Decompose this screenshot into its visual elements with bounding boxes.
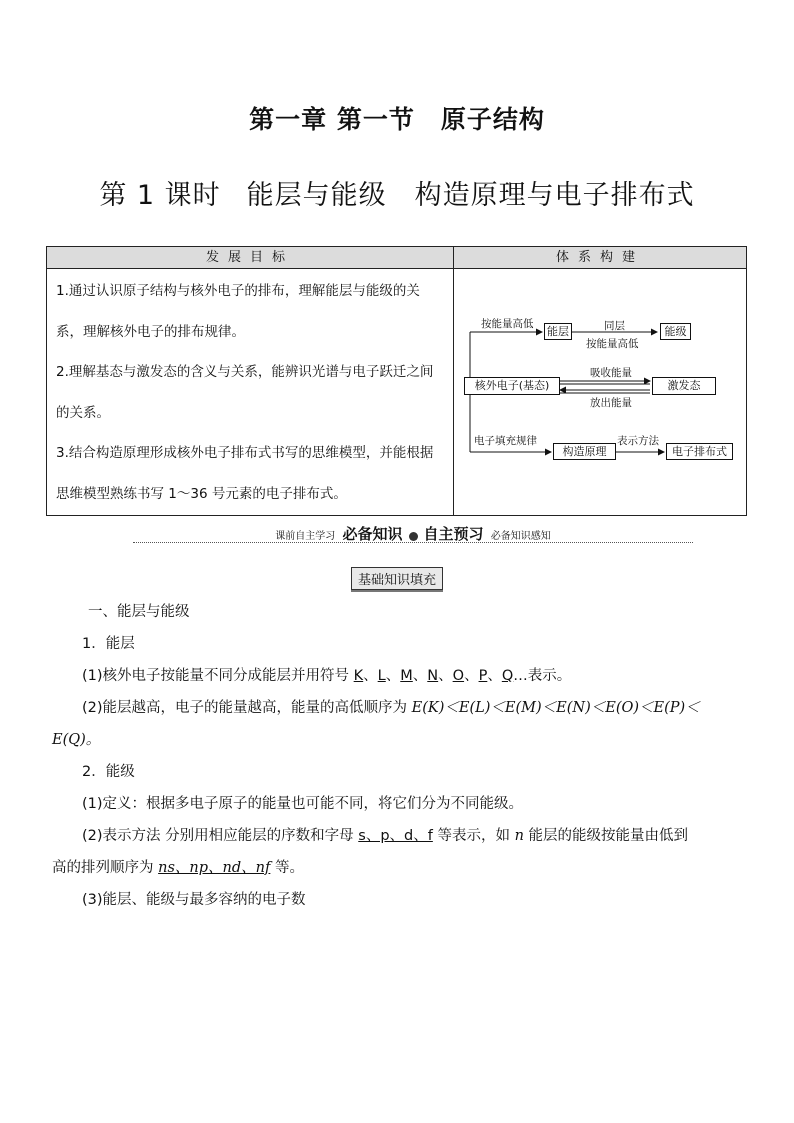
label-absorb-energy: 吸收能量 (590, 367, 632, 379)
paragraph-5 (52, 852, 752, 884)
node-energy-level: 能级 (660, 323, 691, 340)
lesson-topic: 能层与能级 构造原理与电子排布式 (246, 180, 695, 211)
separator: 、 (464, 668, 479, 684)
node-electron-config: 电子排布式 (666, 443, 733, 460)
chapter-title: 第一章 第一节 原子结构 (249, 105, 545, 134)
separator: 、 (363, 668, 378, 684)
letter-q: Q (501, 668, 514, 684)
objectives-column (47, 247, 454, 515)
p2-prefix: (2)能层越高，电子的能量越高，能量的高低顺序为 (82, 700, 412, 716)
objective-item: 3.结合构造原理形成核外电子排布式书写的思维模型，并能根据思维模型熟练书写 1～36 号元素的电子排布式。 (56, 445, 434, 502)
letter-p: P (478, 668, 488, 684)
letter-k: K (353, 668, 364, 684)
label-fill-rule: 电子填充规律 (474, 435, 537, 447)
label-by-energy: 按能量高低 (481, 318, 534, 330)
node-energy-layer: 能层 (544, 323, 572, 340)
label-method: 表示方法 (617, 435, 659, 447)
objective-item: 2.理解基态与激发态的含义与关系，能辨识光谱与电子跃迁之间的关系。 (56, 364, 434, 421)
section-banner (133, 523, 693, 545)
system-header: 体系构建 (454, 247, 746, 269)
paragraph-4 (52, 820, 752, 852)
banner-dot-icon (409, 532, 418, 541)
separator: 、 (438, 668, 453, 684)
separator: 、 (412, 668, 428, 684)
heading-energy-layer: 1．能层 (82, 636, 135, 652)
paragraph-1 (52, 660, 752, 692)
node-aufbau-principle: 构造原理 (553, 443, 616, 460)
label-release-energy: 放出能量 (590, 397, 632, 409)
objectives-table (46, 246, 747, 516)
heading-1: 一、能层与能级 (88, 604, 190, 620)
banner-right: 必备知识感知 (490, 531, 551, 542)
p5-prefix: 高的排列顺序为 (52, 860, 159, 876)
energy-order-tail: E(Q)。 (52, 732, 101, 748)
objectives-header: 发展目标 (47, 247, 453, 269)
p4-suffix: 能层的能级按能量由低到 (523, 828, 689, 844)
paragraph-3: (1)定义：根据多电子原子的能量也可能不同，将它们分为不同能级。 (82, 796, 524, 812)
lesson-title (0, 173, 794, 212)
section-label-text: 基础知识填充 (351, 567, 443, 590)
banner-text (133, 523, 693, 544)
paragraph-2 (52, 692, 752, 724)
paragraph-2-tail (52, 724, 752, 756)
lesson-number: 第 1 课时 (99, 180, 221, 211)
label-same-layer: 同层 (604, 320, 625, 332)
p5-suffix: 等。 (270, 860, 304, 876)
objectives-list (56, 271, 445, 514)
letter-o: O (452, 668, 465, 684)
paragraph-6: (3)能层、能级与最多容纳的电子数 (82, 892, 306, 908)
p1-suffix: …表示。 (513, 668, 572, 684)
letter-l: L (377, 668, 386, 684)
separator: 、 (487, 668, 502, 684)
objective-item: 1.通过认识原子结构与核外电子的排布，理解能层与能级的关系，理解核外电子的排布规律。 (56, 283, 420, 340)
banner-left: 课前自主学习 (275, 531, 336, 542)
section-label (0, 567, 794, 590)
content-body (52, 596, 752, 916)
system-column (454, 247, 746, 515)
n-symbol: n (514, 828, 524, 844)
sublevel-letters: s、p、d、f (358, 828, 433, 844)
energy-order: E(K)＜E(L)＜E(M)＜E(N)＜E(O)＜E(P)＜ (411, 700, 700, 716)
label-by-energy-2: 按能量高低 (586, 338, 639, 350)
letter-m: M (400, 668, 413, 684)
p1-prefix: (1)核外电子按能量不同分成能层并用符号 (82, 668, 354, 684)
node-excited-state: 激发态 (652, 377, 716, 395)
banner-main-2: 自主预习 (423, 525, 484, 543)
p4-prefix: (2)表示方法 分别用相应能层的序数和字母 (82, 828, 359, 844)
sublevel-order: ns、np、nd、nf (158, 860, 271, 876)
banner-main-1: 必备知识 (342, 525, 403, 543)
letter-n: N (427, 668, 439, 684)
p4-middle: 等表示，如 (432, 828, 515, 844)
separator: 、 (385, 668, 401, 684)
node-core-electron: 核外电子(基态) (464, 377, 560, 395)
heading-energy-level: 2．能级 (82, 764, 135, 780)
